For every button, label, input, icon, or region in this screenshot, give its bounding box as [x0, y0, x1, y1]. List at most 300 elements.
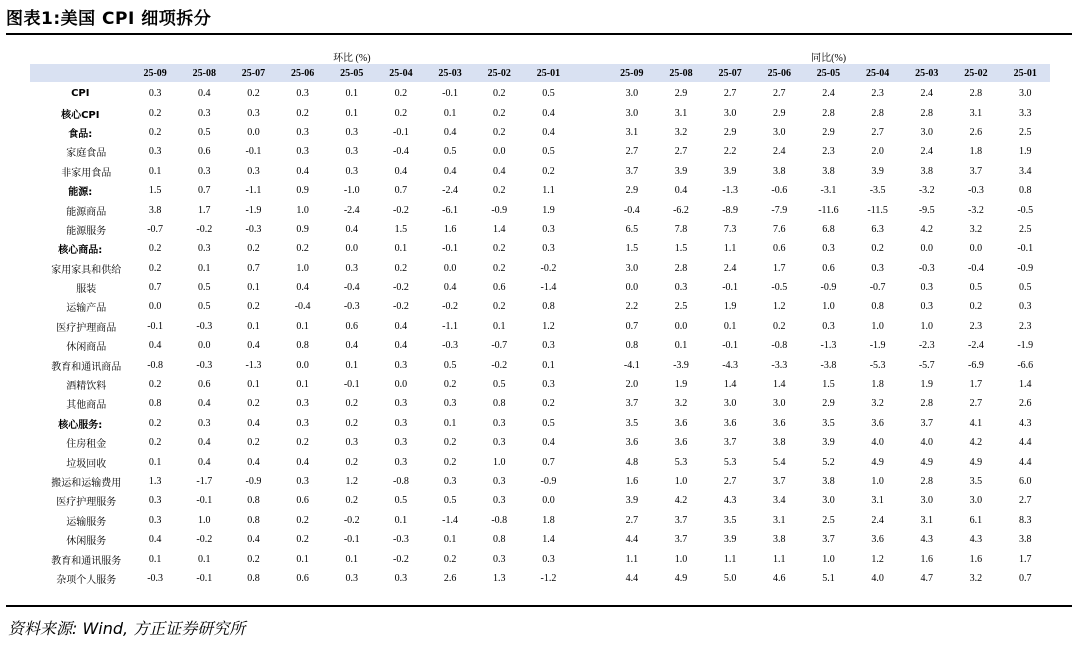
yoy-value-cell: -3.8	[820, 359, 837, 371]
mom-value-cell: -2.4	[343, 204, 360, 216]
mom-value-cell: 0.1	[198, 553, 211, 565]
mom-value-cell: 0.3	[345, 146, 359, 158]
source-note: 资料来源: Wind, 方正证券研究所	[8, 619, 246, 638]
yoy-value-cell: 1.1	[625, 553, 639, 565]
mom-value-cell: 0.2	[394, 107, 408, 119]
mom-value-cell: 0.4	[148, 534, 162, 546]
mom-value-cell: 0.3	[394, 437, 408, 449]
row-gap-cell	[573, 530, 607, 549]
mom-value-cell: 0.3	[345, 572, 359, 584]
yoy-value-cell: 3.1	[871, 495, 884, 507]
yoy-value-cell: 2.0	[625, 379, 639, 391]
mom-value-cell: 0.2	[492, 262, 506, 274]
yoy-value-cell: 2.2	[625, 301, 639, 313]
row-label: 教育和通讯服务	[51, 555, 122, 567]
yoy-value-cell: 3.0	[723, 398, 737, 410]
yoy-value-cell: 3.0	[1019, 88, 1032, 100]
yoy-value-cell: 3.7	[723, 437, 737, 449]
yoy-value-cell: 3.9	[723, 165, 737, 177]
yoy-value-cell: 4.4	[625, 572, 639, 584]
yoy-value-cell: 1.4	[773, 379, 786, 391]
yoy-value-cell: 3.9	[625, 495, 639, 507]
mom-value-cell: 1.4	[542, 534, 555, 546]
mom-value-cell: 1.6	[443, 223, 457, 235]
yoy-value-cell: 1.6	[969, 553, 983, 565]
row-gap-cell	[573, 278, 607, 297]
yoy-value-cell: 3.7	[674, 534, 688, 546]
yoy-value-cell: 7.6	[773, 223, 786, 235]
yoy-value-cell: -0.6	[771, 185, 788, 197]
yoy-value-cell: -4.1	[623, 359, 640, 371]
yoy-value-cell: 0.7	[1019, 572, 1032, 584]
yoy-value-cell: 1.9	[723, 301, 737, 313]
yoy-value-cell: 6.1	[969, 514, 983, 526]
yoy-value-cell: 3.6	[871, 534, 884, 546]
yoy-value-cell: -3.2	[918, 185, 935, 197]
row-gap-cell	[573, 472, 607, 491]
mom-value-cell: 0.3	[492, 476, 506, 487]
mom-value-cell: 0.1	[247, 282, 260, 294]
mom-value-cell: 1.5	[148, 185, 162, 197]
mom-value-cell: 0.4	[443, 126, 457, 138]
row-gap-cell	[573, 414, 607, 433]
yoy-value-cell: 4.9	[969, 456, 983, 468]
mom-month-header: 25-07	[241, 67, 266, 79]
yoy-value-cell: 3.6	[871, 417, 884, 429]
yoy-month-header: 25-08	[669, 67, 693, 79]
mom-value-cell: 0.2	[345, 398, 359, 410]
yoy-value-cell: 3.9	[871, 165, 884, 177]
mom-value-cell: 0.2	[247, 88, 260, 100]
mom-value-cell: -0.3	[442, 340, 458, 352]
row-label: 休闲服务	[66, 536, 107, 548]
yoy-value-cell: 2.4	[773, 146, 786, 158]
yoy-month-header: 25-01	[1013, 67, 1037, 79]
mom-value-cell: 0.2	[492, 185, 506, 197]
yoy-value-cell: -0.9	[820, 282, 837, 294]
mom-value-cell: 0.1	[296, 320, 309, 332]
mom-value-cell: 0.5	[492, 379, 506, 391]
mom-value-cell: 0.3	[296, 126, 309, 138]
mom-value-cell: 0.3	[394, 398, 408, 410]
column-header-row	[30, 64, 1050, 82]
row-label: 能源服务	[66, 225, 107, 237]
mom-value-cell: 0.2	[492, 88, 506, 100]
mom-value-cell: -1.1	[442, 320, 458, 332]
table-row	[30, 259, 1050, 278]
mom-value-cell: -0.7	[491, 340, 508, 352]
mom-value-cell: -0.8	[147, 359, 164, 371]
yoy-value-cell: -5.3	[869, 359, 886, 371]
row-label: 酒精饮料	[66, 381, 107, 393]
yoy-value-cell: 0.6	[822, 262, 835, 274]
yoy-value-cell: 0.3	[920, 282, 934, 294]
mom-value-cell: 0.4	[198, 437, 211, 449]
yoy-value-cell: 2.8	[920, 476, 934, 487]
mom-value-cell: 0.4	[542, 126, 555, 138]
mom-value-cell: 0.5	[198, 282, 211, 294]
row-label: 垃圾回收	[66, 458, 107, 470]
mom-value-cell: -0.1	[196, 495, 213, 507]
mom-value-cell: -2.4	[442, 185, 458, 197]
yoy-value-cell: 2.9	[822, 398, 835, 410]
yoy-value-cell: 0.3	[871, 262, 884, 274]
yoy-value-cell: 7.3	[723, 223, 737, 235]
yoy-value-cell: 0.2	[969, 301, 983, 313]
mom-value-cell: 0.2	[148, 379, 162, 391]
mom-value-cell: 0.8	[492, 398, 506, 410]
mom-value-cell: -1.3	[245, 359, 262, 371]
yoy-value-cell: 0.3	[1019, 301, 1032, 313]
yoy-value-cell: 5.1	[822, 572, 835, 584]
yoy-value-cell: 1.2	[871, 553, 884, 565]
mom-value-cell: 1.7	[198, 204, 211, 216]
yoy-value-cell: 3.5	[625, 417, 639, 429]
mom-value-cell: 0.0	[345, 243, 359, 255]
mom-value-cell: -0.3	[343, 301, 360, 313]
yoy-value-cell: -1.3	[820, 340, 837, 352]
mom-value-cell: 1.8	[542, 514, 555, 526]
mom-value-cell: 0.6	[296, 495, 309, 507]
mom-value-cell: -0.2	[491, 359, 508, 371]
mom-value-cell: 0.4	[394, 340, 408, 352]
yoy-value-cell: 3.7	[625, 165, 639, 177]
mom-value-cell: 0.3	[394, 456, 408, 468]
table-row	[30, 123, 1050, 142]
yoy-value-cell: 1.6	[625, 476, 639, 487]
mom-value-cell: -0.1	[196, 572, 213, 584]
mom-value-cell: 0.3	[247, 107, 260, 119]
row-gap-cell	[573, 317, 607, 336]
yoy-value-cell: 1.7	[969, 379, 983, 391]
table-row	[30, 375, 1050, 394]
table-row	[30, 530, 1050, 549]
yoy-value-cell: 2.7	[723, 88, 737, 100]
row-gap-cell	[573, 433, 607, 452]
mom-value-cell: -0.2	[540, 262, 557, 274]
mom-value-cell: 0.4	[394, 165, 408, 177]
mom-value-cell: -0.2	[196, 534, 213, 546]
mom-value-cell: 0.5	[542, 88, 555, 100]
mom-value-cell: 0.3	[148, 146, 162, 158]
mom-value-cell: 1.3	[492, 572, 506, 584]
yoy-value-cell: 2.5	[674, 301, 688, 313]
yoy-value-cell: 3.1	[674, 107, 688, 119]
mom-value-cell: 0.5	[443, 146, 457, 158]
column-header-gap	[573, 64, 607, 82]
yoy-value-cell: 3.8	[773, 437, 786, 449]
mom-value-cell: 0.2	[247, 437, 260, 449]
yoy-month-header: 25-06	[767, 67, 791, 79]
mom-value-cell: 0.2	[345, 456, 359, 468]
mom-value-cell: 0.3	[198, 243, 211, 255]
mom-value-cell: -0.4	[294, 301, 311, 313]
table-row	[30, 82, 1050, 103]
row-gap-cell	[573, 181, 607, 200]
table-row	[30, 452, 1050, 471]
row-label: 家庭食品	[66, 148, 107, 160]
mom-value-cell: 0.5	[198, 301, 211, 313]
yoy-value-cell: 0.8	[625, 340, 639, 352]
mom-value-cell: 0.1	[542, 359, 555, 371]
yoy-value-cell: 3.1	[920, 514, 934, 526]
table-row	[30, 181, 1050, 200]
mom-value-cell: 0.3	[296, 417, 309, 429]
mom-value-cell: 0.3	[492, 553, 506, 565]
mom-value-cell: 0.2	[492, 301, 506, 313]
mom-value-cell: 0.0	[394, 379, 408, 391]
mom-value-cell: 0.2	[542, 398, 555, 410]
mom-month-header: 25-06	[290, 67, 315, 79]
mom-value-cell: 0.4	[492, 165, 506, 177]
yoy-value-cell: 3.6	[625, 437, 639, 449]
mom-value-cell: 0.8	[247, 572, 260, 584]
mom-value-cell: 0.2	[345, 417, 359, 429]
mom-value-cell: 0.3	[198, 107, 211, 119]
row-gap-cell	[573, 220, 607, 239]
mom-value-cell: 0.4	[345, 340, 359, 352]
yoy-value-cell: 4.1	[969, 417, 983, 429]
yoy-value-cell: 1.1	[723, 243, 737, 255]
mom-value-cell: 0.5	[394, 495, 408, 507]
mom-value-cell: 0.2	[394, 262, 408, 274]
mom-month-header: 25-08	[192, 67, 216, 79]
yoy-value-cell: 3.7	[674, 514, 688, 526]
yoy-value-cell: 0.4	[674, 185, 688, 197]
yoy-value-cell: 2.3	[871, 88, 884, 100]
yoy-value-cell: 1.5	[822, 379, 835, 391]
table-body	[30, 82, 1050, 588]
mom-value-cell: 0.1	[345, 107, 359, 119]
mom-value-cell: 0.2	[247, 553, 260, 565]
mom-value-cell: -0.2	[442, 301, 458, 313]
yoy-value-cell: -0.1	[1017, 243, 1034, 255]
yoy-value-cell: 2.9	[674, 88, 688, 100]
yoy-value-cell: 4.3	[723, 495, 737, 507]
yoy-value-cell: -2.3	[918, 340, 935, 352]
mom-value-cell: 0.1	[492, 320, 506, 332]
yoy-value-cell: 2.4	[920, 88, 934, 100]
yoy-value-cell: 2.7	[625, 514, 639, 526]
mom-value-cell: 0.8	[542, 301, 555, 313]
yoy-value-cell: 3.3	[1019, 107, 1032, 119]
mom-value-cell: 0.7	[394, 185, 408, 197]
yoy-value-cell: -0.9	[1017, 262, 1034, 274]
row-label: 核心服务:	[58, 419, 103, 431]
mom-value-cell: 1.0	[492, 456, 506, 468]
yoy-value-cell: 3.9	[723, 534, 737, 546]
mom-value-cell: 0.2	[148, 437, 162, 449]
yoy-value-cell: 1.0	[822, 553, 835, 565]
mom-value-cell: 0.4	[296, 165, 309, 177]
yoy-value-cell: 1.0	[871, 476, 884, 487]
mom-value-cell: 0.2	[492, 126, 506, 138]
mom-value-cell: 0.2	[443, 379, 457, 391]
yoy-value-cell: -0.1	[722, 282, 739, 294]
yoy-value-cell: 1.0	[822, 301, 835, 313]
yoy-value-cell: 0.8	[1019, 185, 1032, 197]
mom-value-cell: 0.4	[247, 417, 260, 429]
row-gap-cell	[573, 511, 607, 530]
mom-value-cell: 0.4	[443, 165, 457, 177]
mom-value-cell: 0.4	[542, 437, 555, 449]
mom-value-cell: 0.0	[296, 359, 309, 371]
row-gap-cell	[573, 259, 607, 278]
yoy-value-cell: 4.4	[1019, 437, 1032, 449]
yoy-value-cell: 1.7	[773, 262, 786, 274]
yoy-value-cell: 4.8	[625, 456, 639, 468]
yoy-value-cell: 4.4	[625, 534, 639, 546]
yoy-value-cell: 2.8	[674, 262, 688, 274]
row-label: 休闲商品	[66, 342, 107, 354]
yoy-value-cell: 0.2	[773, 320, 786, 332]
row-gap-cell	[573, 200, 607, 219]
mom-value-cell: -0.1	[343, 534, 360, 546]
yoy-value-cell: 1.8	[969, 146, 983, 158]
mom-value-cell: -0.1	[343, 379, 360, 391]
table-row	[30, 162, 1050, 181]
yoy-value-cell: -4.3	[722, 359, 739, 371]
row-gap-cell	[573, 569, 607, 588]
yoy-month-header: 25-05	[816, 67, 841, 79]
mom-value-cell: 0.2	[247, 398, 260, 410]
mom-value-cell: 0.2	[296, 107, 309, 119]
yoy-value-cell: 1.7	[1019, 553, 1032, 565]
yoy-value-cell: 3.1	[969, 107, 983, 119]
mom-month-header: 25-02	[487, 67, 511, 79]
yoy-value-cell: 3.7	[773, 476, 786, 487]
yoy-value-cell: 0.3	[920, 301, 934, 313]
mom-value-cell: -0.9	[491, 204, 508, 216]
yoy-value-cell: 2.7	[1019, 495, 1032, 507]
yoy-value-cell: 0.7	[625, 320, 639, 332]
mom-value-cell: -0.7	[147, 223, 164, 235]
yoy-value-cell: 0.5	[1019, 282, 1032, 294]
row-label: 其他商品	[66, 400, 107, 412]
top-rule	[6, 33, 1072, 35]
yoy-value-cell: 3.0	[773, 398, 786, 410]
yoy-value-cell: 1.5	[625, 243, 639, 255]
row-label: 医疗护理服务	[56, 497, 117, 509]
mom-value-cell: 0.3	[443, 476, 457, 487]
yoy-value-cell: 3.2	[674, 398, 688, 410]
yoy-value-cell: 2.4	[822, 88, 835, 100]
yoy-value-cell: 3.8	[1019, 534, 1032, 546]
yoy-value-cell: 2.8	[871, 107, 884, 119]
mom-value-cell: 0.3	[492, 437, 506, 449]
yoy-value-cell: 3.5	[723, 514, 737, 526]
group-header-spacer	[30, 48, 131, 64]
yoy-value-cell: 2.7	[674, 146, 688, 158]
yoy-value-cell: 2.6	[1019, 398, 1032, 410]
mom-value-cell: -0.1	[393, 126, 409, 138]
yoy-value-cell: 2.7	[773, 88, 786, 100]
yoy-value-cell: -3.5	[869, 185, 886, 197]
table-row	[30, 511, 1050, 530]
yoy-value-cell: -8.9	[722, 204, 739, 216]
row-label: 医疗护理商品	[56, 322, 117, 334]
mom-value-cell: 2.6	[443, 572, 457, 584]
yoy-value-cell: 7.8	[674, 223, 688, 235]
row-label: CPI	[71, 88, 90, 100]
yoy-value-cell: 2.7	[969, 398, 983, 410]
mom-value-cell: 1.2	[345, 476, 359, 487]
table-row	[30, 472, 1050, 491]
mom-value-cell: 0.4	[198, 88, 211, 100]
mom-value-cell: 0.1	[345, 553, 359, 565]
yoy-value-cell: 3.7	[822, 534, 835, 546]
mom-value-cell: 0.6	[198, 379, 211, 391]
yoy-value-cell: 4.2	[920, 223, 934, 235]
mom-value-cell: 0.7	[198, 185, 211, 197]
yoy-value-cell: 3.7	[625, 398, 639, 410]
mom-value-cell: 1.0	[198, 514, 211, 526]
mom-value-cell: 0.3	[542, 223, 555, 235]
yoy-value-cell: 2.7	[723, 476, 737, 487]
mom-value-cell: 0.3	[345, 126, 359, 138]
mom-value-cell: 1.9	[542, 204, 555, 216]
yoy-value-cell: 2.8	[920, 398, 934, 410]
yoy-value-cell: -0.8	[771, 340, 788, 352]
row-label: 教育和通讯商品	[51, 361, 122, 373]
mom-value-cell: 1.5	[394, 223, 408, 235]
yoy-value-cell: 1.9	[1019, 146, 1032, 158]
mom-value-cell: -1.4	[442, 514, 458, 526]
mom-value-cell: 0.1	[247, 320, 260, 332]
yoy-value-cell: 3.6	[773, 417, 786, 429]
yoy-month-header: 25-07	[718, 67, 742, 79]
mom-value-cell: 0.2	[296, 243, 309, 255]
mom-value-cell: -1.9	[245, 204, 262, 216]
table-row	[30, 491, 1050, 510]
mom-value-cell: 0.1	[247, 379, 260, 391]
row-gap-cell	[573, 355, 607, 374]
yoy-value-cell: 3.8	[822, 476, 835, 487]
mom-value-cell: -1.1	[245, 185, 262, 197]
mom-value-cell: 0.3	[542, 243, 555, 255]
yoy-value-cell: 2.3	[1019, 320, 1032, 332]
yoy-month-header: 25-09	[620, 67, 644, 79]
mom-value-cell: 0.5	[443, 359, 457, 371]
yoy-value-cell: 0.3	[822, 320, 835, 332]
yoy-value-cell: -6.2	[673, 204, 689, 216]
mom-value-cell: 0.4	[148, 340, 162, 352]
mom-month-header: 25-03	[438, 67, 462, 79]
mom-value-cell: 0.2	[443, 456, 457, 468]
yoy-value-cell: 1.4	[1019, 379, 1032, 391]
yoy-value-cell: 6.0	[1019, 476, 1032, 487]
mom-value-cell: 0.5	[443, 495, 457, 507]
mom-value-cell: 0.2	[148, 107, 162, 119]
mom-value-cell: 0.1	[345, 88, 359, 100]
mom-value-cell: 0.0	[542, 495, 555, 507]
mom-value-cell: 0.3	[542, 379, 555, 391]
mom-value-cell: -0.4	[393, 146, 409, 158]
mom-value-cell: 0.1	[198, 262, 211, 274]
yoy-value-cell: 3.0	[773, 126, 786, 138]
row-label: 核心CPI	[61, 109, 100, 121]
yoy-value-cell: 2.5	[1019, 126, 1032, 138]
table-row	[30, 239, 1050, 258]
mom-value-cell: -0.3	[245, 223, 262, 235]
yoy-value-cell: -9.5	[918, 204, 935, 216]
yoy-value-cell: -5.7	[918, 359, 935, 371]
mom-value-cell: 0.1	[148, 456, 162, 468]
mom-value-cell: 0.3	[296, 88, 309, 100]
row-label: 能源:	[68, 187, 93, 199]
yoy-value-cell: -0.4	[623, 204, 640, 216]
mom-value-cell: 0.4	[296, 282, 309, 294]
